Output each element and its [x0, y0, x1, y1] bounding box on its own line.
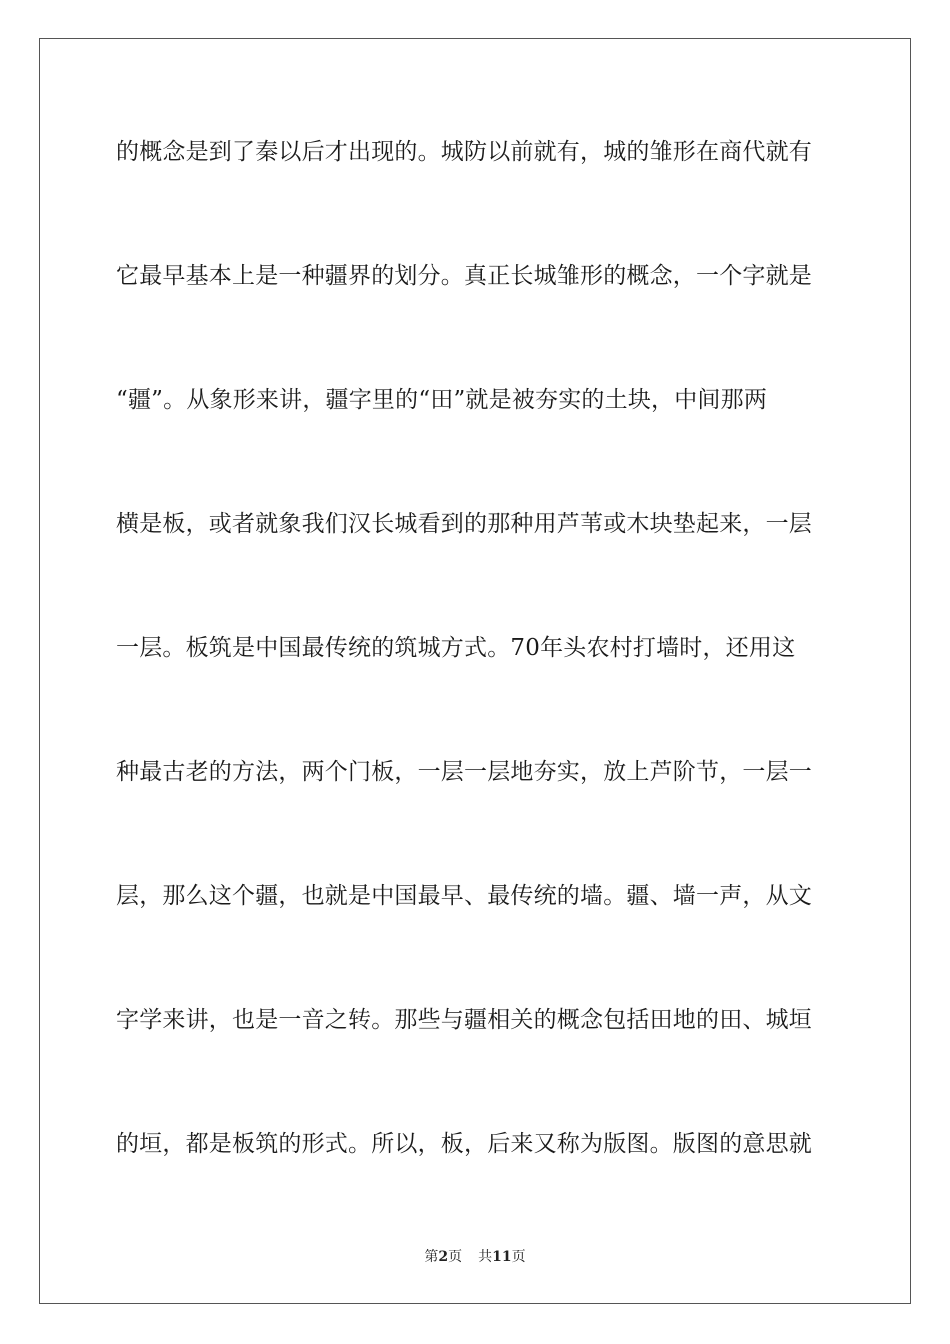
text-line-3: “疆”。从象形来讲，疆字里的“田”就是被夯实的土块，中间那两 [116, 387, 768, 413]
total-pages: 共11页 [478, 1249, 526, 1265]
text-line-2: 它最早基本上是一种疆界的划分。真正长城雏形的概念，一个字就是 [116, 263, 812, 289]
page-number: 第2页 [424, 1249, 463, 1265]
text-line-9: 的垣，都是板筑的形式。所以，板，后来又称为版图。版图的意思就 [116, 1131, 812, 1157]
text-line-1: 的概念是到了秦以后才出现的。城防以前就有，城的雏形在商代就有 [116, 139, 812, 165]
text-line-6: 种最古老的方法，两个门板，一层一层地夯实，放上芦阶节，一层一 [116, 759, 812, 785]
text-line-8: 字学来讲，也是一音之转。那些与疆相关的概念包括田地的田、城垣 [116, 1007, 812, 1033]
document-body [116, 128, 836, 1244]
text-line-4: 横是板，或者就象我们汉长城看到的那种用芦苇或木块垫起来，一层 [116, 511, 812, 537]
text-line-5: 一层。板筑是中国最传统的筑城方式。70年头农村打墙时，还用这 [116, 635, 796, 661]
page-footer [0, 1246, 950, 1266]
text-line-7: 层，那么这个疆，也就是中国最早、最传统的墙。疆、墙一声，从文 [116, 883, 812, 909]
